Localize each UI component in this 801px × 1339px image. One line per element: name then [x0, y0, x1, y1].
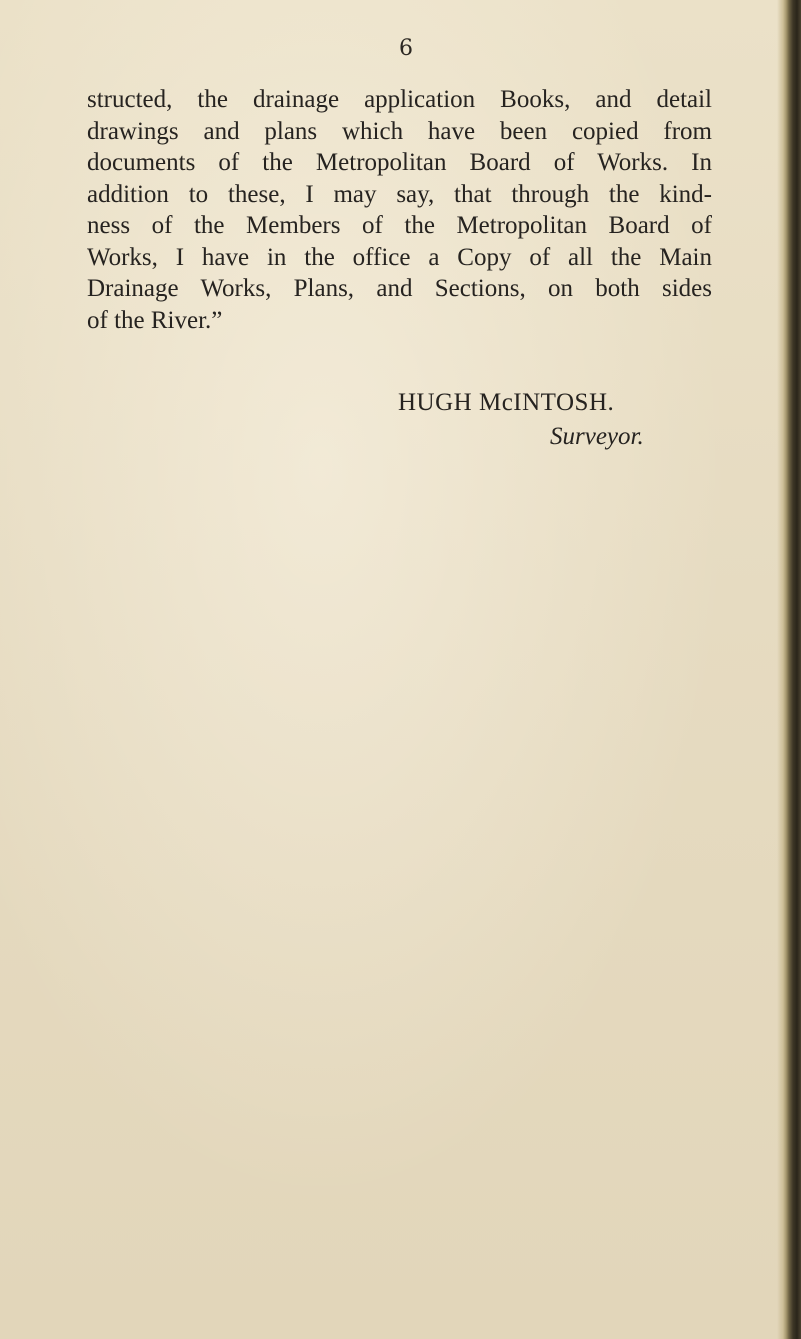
- text-line-6: Works, I have in the office a Copy of all the Main: [87, 243, 712, 271]
- book-spine-shadow: [777, 0, 801, 1339]
- text-line-7: Drainage Works, Plans, and Sections, on both sides: [87, 275, 712, 302]
- text-line-8: of the River.”: [87, 306, 223, 334]
- signature-name: HUGH McINTOSH.: [398, 389, 615, 416]
- signature-title: Surveyor.: [550, 423, 644, 450]
- text-line-4: addition to these, I may say, that through the kind-: [87, 180, 712, 208]
- text-line-2: drawings and plans which have been copied from: [87, 117, 712, 145]
- page-number: 6: [399, 36, 413, 61]
- text-line-3: documents of the Metropolitan Board of Works. In: [87, 149, 712, 176]
- text-line-5: ness of the Members of the Metropolitan Board of: [87, 212, 712, 239]
- body-paragraph: [87, 84, 712, 336]
- text-line-1: structed, the drainage application Books, and detail: [87, 86, 712, 113]
